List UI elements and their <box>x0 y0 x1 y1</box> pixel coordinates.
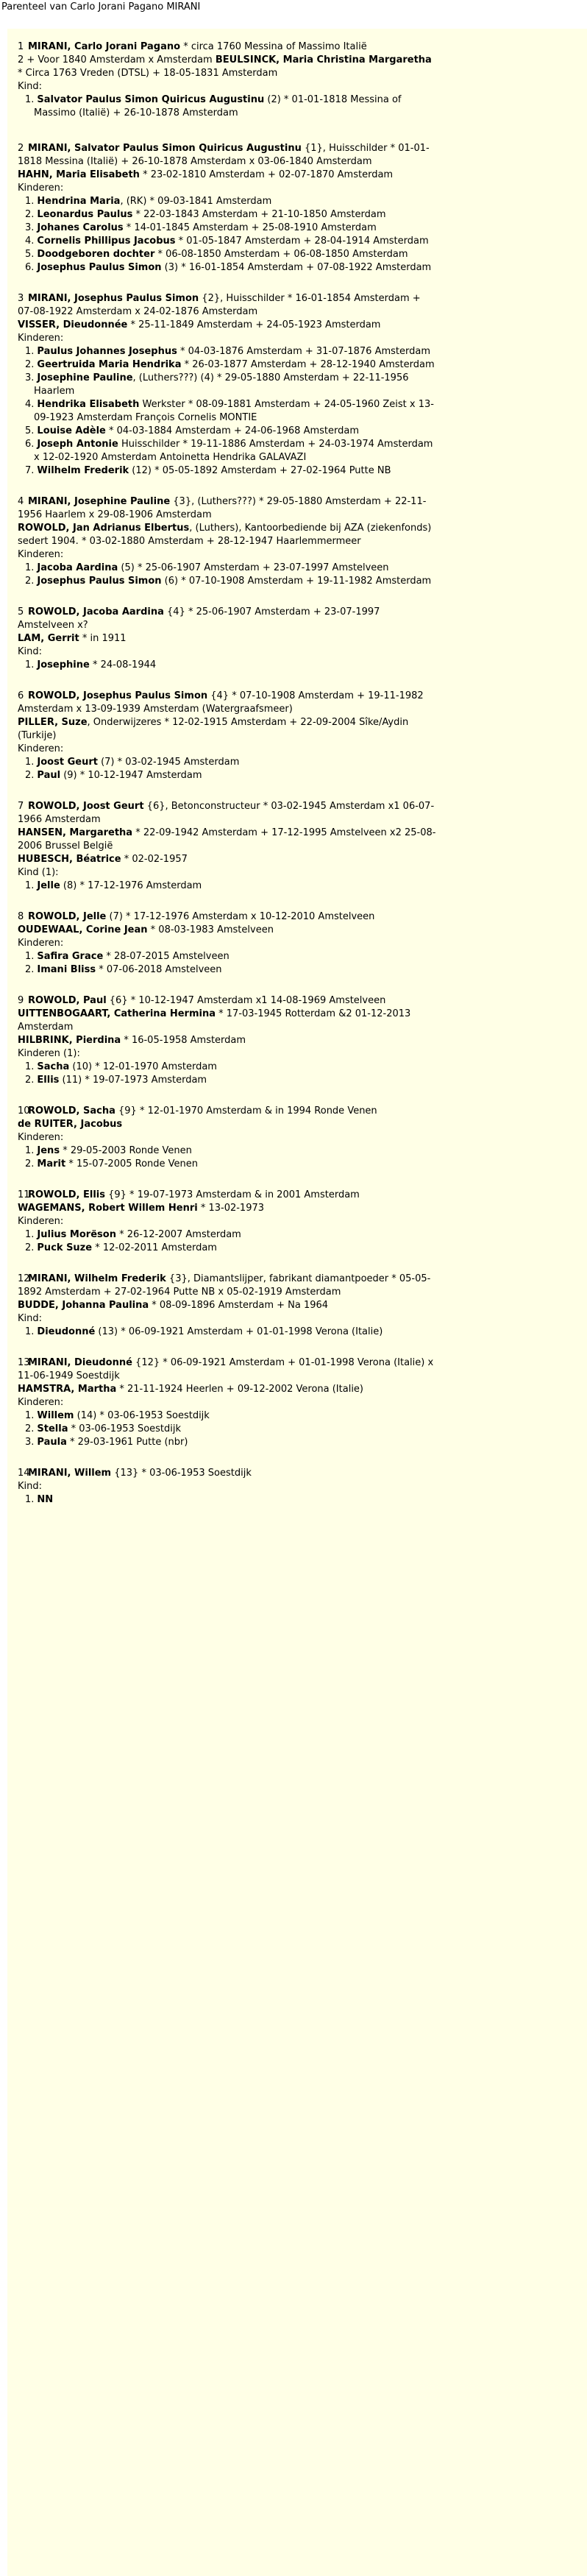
entry-list <box>7 29 587 1507</box>
spouse-details: , (Luthers), Kantoorbediende bij AZA (ziekenfonds) sedert 1904. * 03-02-1880 Amsterdam + 28-12-1947 Haarlemmermeer <box>18 523 432 547</box>
spouse-details: * 17-03-1945 Rotterdam &2 01-12-2013 Amsterdam <box>18 1008 411 1033</box>
child-details: (10) * 12-01-1970 Amsterdam <box>69 1061 217 1072</box>
spouse-details: * Circa 1763 Vreden (DTSL) + 18-05-1831 Amsterdam <box>18 68 278 79</box>
child-item <box>18 1493 437 1507</box>
line-text: Kinderen: <box>18 333 64 344</box>
child-details: * 29-05-2003 Ronde Venen <box>60 1145 192 1156</box>
child-details: (13) * 06-09-1921 Amsterdam + 01-01-1998 Verona (Italie) <box>95 1326 383 1337</box>
person-details: {1}, Huisschilder * 01-01-1818 Messina (Italië) + 26-10-1878 Amsterdam x 03-06-1840 Amsterdam <box>18 143 430 167</box>
entry-number: 4 <box>18 496 24 507</box>
child-item <box>18 659 437 672</box>
person-name: MIRANI, Willem <box>28 1468 112 1479</box>
child-details: Werkster * 08-09-1881 Amsterdam + 24-05-1960 Zeist x 13-09-1923 Amsterdam François Cornelis MONTIE <box>34 399 434 423</box>
child-details: (7) * 03-02-1945 Amsterdam <box>97 757 240 768</box>
child-number: 6. <box>25 262 35 273</box>
child-item <box>18 562 437 575</box>
child-number: 1. <box>25 1494 35 1505</box>
spouse-details: * 25-11-1849 Amsterdam + 24-05-1923 Amsterdam <box>127 319 381 330</box>
child-item <box>18 1326 437 1339</box>
child-name: Joseph Antonie <box>37 439 118 450</box>
entry-line <box>18 853 437 866</box>
entry-line <box>18 1047 437 1061</box>
child-number: 3. <box>25 222 35 233</box>
child-details: (12) * 05-05-1892 Amsterdam + 27-02-1964 Putte NB <box>129 465 391 476</box>
child-number: 2. <box>25 209 35 220</box>
child-number: 4. <box>25 236 35 247</box>
entry-line <box>18 1008 437 1034</box>
person-details: * circa 1760 Messina of Massimo Italië <box>180 41 367 52</box>
child-number: 2. <box>25 1158 35 1170</box>
child-number: 1. <box>25 880 35 891</box>
child-item <box>18 248 437 261</box>
child-name: Stella <box>37 1423 68 1434</box>
entry-number: 11 <box>18 1189 30 1200</box>
child-number: 2. <box>25 770 35 781</box>
line-text: Kind: <box>18 1313 43 1324</box>
line-text: Kinderen: <box>18 1132 64 1143</box>
child-details: * 29-03-1961 Putte (nbr) <box>66 1437 188 1448</box>
genealogy-entry <box>18 1105 437 1171</box>
child-item <box>18 1144 437 1158</box>
child-item <box>18 963 437 977</box>
children-list <box>18 1061 437 1087</box>
child-item <box>18 261 437 275</box>
children-list <box>18 195 437 275</box>
children-list <box>18 1493 437 1507</box>
spouse-details: * 21-11-1924 Heerlen + 09-12-2002 Verona (Italie) <box>116 1384 363 1395</box>
person-details: {3}, (Luthers???) * 29-05-1880 Amsterdam + 22-11-1956 Haarlem x 29-08-1906 Amsterdam <box>18 496 427 520</box>
page-title: Parenteel van Carlo Jorani Pagano MIRANI <box>1 1 201 13</box>
entry-line <box>18 1299 437 1312</box>
children-list <box>18 659 437 672</box>
entry-line <box>18 1396 437 1409</box>
entry-line <box>18 645 437 659</box>
child-name: Sacha <box>37 1061 70 1072</box>
entry-line <box>18 80 437 93</box>
spouse-name: BUDDE, Johanna Paulina <box>18 1300 149 1311</box>
child-details: (5) * 25-06-1907 Amsterdam + 23-07-1997 Amstelveen <box>118 562 389 573</box>
children-list <box>18 93 437 120</box>
child-details: Huisschilder * 19-11-1886 Amsterdam + 24-03-1974 Amsterdam x 12-02-1920 Amsterdam Antoinetta Hendrika GALAVAZI <box>34 439 433 463</box>
entry-number: 9 <box>18 995 24 1006</box>
entry-line <box>18 1480 437 1493</box>
child-name: Willem <box>37 1410 74 1421</box>
spouse-name: WAGEMANS, Robert Willem Henri <box>18 1203 198 1214</box>
child-item <box>18 1061 437 1074</box>
spouse-details: * 08-09-1896 Amsterdam + Na 1964 <box>149 1300 329 1311</box>
entry-number: 2 <box>18 143 24 154</box>
line-text: Kinderen: <box>18 938 64 949</box>
children-list <box>18 1144 437 1171</box>
genealogy-entry <box>18 1189 437 1255</box>
children-list <box>18 950 437 977</box>
child-name: Puck Suze <box>37 1242 93 1253</box>
spouse-details: * in 1911 <box>79 633 127 644</box>
genealogy-entry <box>18 606 437 672</box>
spouse-details: * 23-02-1810 Amsterdam + 02-07-1870 Amsterdam <box>139 169 394 180</box>
child-details: (6) * 07-10-1908 Amsterdam + 19-11-1982 Amsterdam <box>161 576 432 587</box>
entry-number: 8 <box>18 911 24 922</box>
child-item <box>18 756 437 769</box>
child-item <box>18 1228 437 1242</box>
genealogy-entry <box>18 292 437 478</box>
child-item <box>18 398 437 425</box>
line-text: Kinderen: <box>18 1216 64 1227</box>
child-details: (9) * 10-12-1947 Amsterdam <box>60 770 202 781</box>
person-details: {3}, Diamantslijper, fabrikant diamantpoeder * 05-05-1892 Amsterdam + 27-02-1964 Putte NB x 05-02-1919 Amsterdam <box>18 1273 431 1298</box>
child-name: Louise Adèle <box>37 425 106 436</box>
child-name: Wilhelm Frederik <box>37 465 129 476</box>
entry-line <box>18 332 437 345</box>
person-name: ROWOLD, Joost Geurt <box>28 801 144 812</box>
document-body <box>7 29 587 2576</box>
spouse-details: * 02-02-1957 <box>121 854 188 865</box>
line-text: Kinderen: <box>18 1397 64 1408</box>
line-text: Kind (1): <box>18 867 59 878</box>
child-number: 1. <box>25 659 35 670</box>
child-item <box>18 575 437 588</box>
child-item <box>18 880 437 893</box>
person-details: {2}, Huisschilder * 16-01-1854 Amsterdam + 07-08-1922 Amsterdam x 24-02-1876 Amsterdam <box>18 293 421 317</box>
spouse-details: * 08-03-1983 Amstelveen <box>147 924 274 935</box>
child-details: * 01-05-1847 Amsterdam + 28-04-1914 Amsterdam <box>175 236 429 247</box>
child-name: Paul <box>37 770 61 781</box>
spouse-name: PILLER, Suze <box>18 717 88 728</box>
person-name: MIRANI, Wilhelm Frederik <box>28 1273 166 1284</box>
child-name: Josephus Paulus Simon <box>37 576 162 587</box>
child-details: * 04-03-1876 Amsterdam + 31-07-1876 Amsterdam <box>177 346 430 357</box>
person-details: {13} * 03-06-1953 Soestdijk <box>111 1468 252 1479</box>
child-number: 1. <box>25 1229 35 1240</box>
genealogy-entry <box>18 910 437 977</box>
entry-line <box>18 924 437 937</box>
child-name: Leonardus Paulus <box>37 209 133 220</box>
child-number: 2. <box>25 964 35 975</box>
child-item <box>18 1423 437 1436</box>
entry-line <box>18 169 437 182</box>
child-details: * 12-02-2011 Amsterdam <box>92 1242 217 1253</box>
entry-line <box>18 1215 437 1228</box>
person-name: MIRANI, Dieudonné <box>28 1357 132 1368</box>
child-details: , (RK) * 09-03-1841 Amsterdam <box>120 196 272 207</box>
child-item <box>18 372 437 398</box>
child-name: NN <box>37 1494 54 1505</box>
person-name: MIRANI, Carlo Jorani Pagano <box>28 41 181 52</box>
entry-line <box>18 182 437 195</box>
line-text: Kind: <box>18 81 43 92</box>
child-number: 4. <box>25 399 35 410</box>
entry-line <box>18 743 437 756</box>
spouse-name: HANSEN, Margaretha <box>18 827 133 838</box>
person-name: ROWOLD, Jacoba Aardina <box>28 606 164 618</box>
child-name: Jelle <box>37 880 60 891</box>
child-number: 2. <box>25 576 35 587</box>
child-name: Cornelis Phillipus Jacobus <box>37 236 176 247</box>
child-name: Geertruida Maria Hendrika <box>37 359 182 370</box>
child-name: Johanes Carolus <box>37 222 124 233</box>
children-list <box>18 880 437 893</box>
child-number: 2. <box>25 359 35 370</box>
line-text: 2 + Voor 1840 Amsterdam x Amsterdam <box>18 54 216 66</box>
child-number: 1. <box>25 562 35 573</box>
child-name: Hendrika Elisabeth <box>37 399 140 410</box>
person-details: {12} * 06-09-1921 Amsterdam + 01-01-1998 Verona (Italie) x 11-06-1949 Soestdijk <box>18 1357 434 1381</box>
entry-line <box>18 716 437 743</box>
child-name: Hendrina Maria <box>37 196 121 207</box>
children-list <box>18 345 437 478</box>
child-number: 5. <box>25 249 35 260</box>
child-details: (3) * 16-01-1854 Amsterdam + 07-08-1922 Amsterdam <box>161 262 432 273</box>
child-number: 3. <box>25 372 35 383</box>
child-number: 1. <box>25 1061 35 1072</box>
person-details: {9} * 12-01-1970 Amsterdam & in 1994 Ronde Venen <box>115 1105 377 1117</box>
child-number: 1. <box>25 951 35 962</box>
line-text: Kind: <box>18 1481 43 1492</box>
child-name: Salvator Paulus Simon Quiricus Augustinu <box>37 94 265 105</box>
child-name: Jens <box>37 1145 60 1156</box>
child-number: 1. <box>25 94 35 105</box>
entry-line <box>18 1131 437 1144</box>
line-text: Kinderen: <box>18 743 64 754</box>
child-number: 2. <box>25 1423 35 1434</box>
spouse-details: * 22-09-1942 Amsterdam + 17-12-1995 Amstelveen x2 25-08-2006 Brussel België <box>18 827 436 852</box>
child-item <box>18 1409 437 1423</box>
spouse-name: HILBRINK, Pierdina <box>18 1035 121 1046</box>
entry-number: 14 <box>18 1468 30 1479</box>
genealogy-entry <box>18 1273 437 1339</box>
entry-line <box>18 548 437 562</box>
line-text: Kinderen: <box>18 183 64 194</box>
genealogy-entry <box>18 1467 437 1507</box>
child-item <box>18 345 437 358</box>
child-number: 1. <box>25 1145 35 1156</box>
child-name: Josephus Paulus Simon <box>37 262 162 273</box>
spouse-name: de RUITER, Jacobus <box>18 1119 123 1130</box>
child-item <box>18 769 437 782</box>
entry-line <box>18 1118 437 1131</box>
person-details: {9} * 19-07-1973 Amsterdam & in 2001 Amsterdam <box>104 1189 360 1200</box>
child-number: 2. <box>25 1075 35 1086</box>
child-item <box>18 1158 437 1171</box>
child-name: Paula <box>37 1437 67 1448</box>
children-list <box>18 756 437 782</box>
child-number: 1. <box>25 1410 35 1421</box>
entry-line <box>18 1034 437 1047</box>
line-text: Kind: <box>18 646 43 657</box>
child-name: Josephine Pauline <box>37 372 133 383</box>
genealogy-entry <box>18 1356 437 1449</box>
child-item <box>18 235 437 248</box>
child-name: Dieudonné <box>37 1326 96 1337</box>
child-number: 6. <box>25 439 35 450</box>
child-details: * 07-06-2018 Amstelveen <box>96 964 222 975</box>
child-item <box>18 1242 437 1255</box>
person-name: MIRANI, Salvator Paulus Simon Quiricus Augustinu <box>28 143 302 154</box>
entry-line <box>18 319 437 332</box>
child-item <box>18 464 437 478</box>
line-text: Kinderen (1): <box>18 1048 80 1059</box>
child-details: * 03-06-1953 Soestdijk <box>68 1423 182 1434</box>
person-name: ROWOLD, Sacha <box>28 1105 115 1117</box>
child-details: * 22-03-1843 Amsterdam + 21-10-1850 Amsterdam <box>132 209 386 220</box>
child-details: * 06-08-1850 Amsterdam + 06-08-1850 Amsterdam <box>154 249 408 260</box>
person-name: MIRANI, Josephus Paulus Simon <box>28 293 199 304</box>
entry-number: 7 <box>18 801 24 812</box>
entry-line <box>18 54 437 80</box>
child-details: * 24-08-1944 <box>89 659 157 670</box>
child-item <box>18 438 437 464</box>
child-number: 5. <box>25 425 35 436</box>
spouse-name: UITTENBOGAART, Catherina Hermina <box>18 1008 216 1019</box>
child-item <box>18 208 437 222</box>
entry-number: 12 <box>18 1273 30 1284</box>
child-number: 3. <box>25 1437 35 1448</box>
child-details: * 14-01-1845 Amsterdam + 25-08-1910 Amsterdam <box>123 222 377 233</box>
genealogy-entry <box>18 994 437 1087</box>
child-details: , (Luthers???) (4) * 29-05-1880 Amsterdam + 22-11-1956 Haarlem <box>34 372 409 397</box>
spouse-details: , Onderwijzeres * 12-02-1915 Amsterdam + 22-09-2004 Sîke/Aydin (Turkije) <box>18 717 409 741</box>
entry-number: 13 <box>18 1357 30 1368</box>
person-name: MIRANI, Josephine Pauline <box>28 496 171 507</box>
child-name: Marit <box>37 1158 66 1170</box>
spouse-name: OUDEWAAL, Corine Jean <box>18 924 148 935</box>
child-number: 1. <box>25 757 35 768</box>
entry-number: 6 <box>18 690 24 701</box>
children-list <box>18 1228 437 1255</box>
child-number: 1. <box>25 346 35 357</box>
entry-number: 10 <box>18 1105 30 1117</box>
spouse-details: * 13-02-1973 <box>197 1203 265 1214</box>
child-name: Paulus Johannes Josephus <box>37 346 177 357</box>
line-text: Kinderen: <box>18 549 64 560</box>
children-list <box>18 562 437 588</box>
person-name: ROWOLD, Paul <box>28 995 107 1006</box>
person-details: (7) * 17-12-1976 Amsterdam x 10-12-2010 Amstelveen <box>106 911 375 922</box>
child-item <box>18 222 437 235</box>
child-item <box>18 1074 437 1087</box>
child-details: * 15-07-2005 Ronde Venen <box>65 1158 199 1170</box>
child-name: Safira Grace <box>37 951 104 962</box>
child-details: (14) * 03-06-1953 Soestdijk <box>74 1410 210 1421</box>
child-details: (11) * 19-07-1973 Amsterdam <box>59 1075 207 1086</box>
genealogy-entry <box>18 800 437 893</box>
child-item <box>18 358 437 372</box>
entry-number: 1 <box>18 41 24 52</box>
child-details: * 26-12-2007 Amsterdam <box>115 1229 241 1240</box>
child-name: Josephine <box>37 659 90 670</box>
child-item <box>18 195 437 208</box>
spouse-name: HAHN, Maria Elisabeth <box>18 169 140 180</box>
person-name: ROWOLD, Jelle <box>28 911 107 922</box>
child-name: Doodgeboren dochter <box>37 249 155 260</box>
child-item <box>18 93 437 120</box>
spouse-details: * 16-05-1958 Amsterdam <box>121 1035 246 1046</box>
child-name: Imani Bliss <box>37 964 96 975</box>
child-details: * 26-03-1877 Amsterdam + 28-12-1940 Amsterdam <box>181 359 435 370</box>
child-name: Joost Geurt <box>37 757 98 768</box>
children-list <box>18 1409 437 1449</box>
child-details: (8) * 17-12-1976 Amsterdam <box>60 880 202 891</box>
child-details: * 04-03-1884 Amsterdam + 24-06-1968 Amsterdam <box>105 425 360 436</box>
child-number: 1. <box>25 196 35 207</box>
person-details: {4} * 25-06-1907 Amsterdam + 23-07-1997 Amstelveen x? <box>18 606 380 631</box>
entry-line <box>18 866 437 880</box>
child-details: (2) * 01-01-1818 Messina of Massimo (Italië) + 26-10-1878 Amsterdam <box>34 94 402 118</box>
spouse-name: HUBESCH, Béatrice <box>18 854 121 865</box>
person-name: ROWOLD, Ellis <box>28 1189 105 1200</box>
child-name: Julius Morëson <box>37 1229 116 1240</box>
entry-line <box>18 1312 437 1326</box>
spouse-name: ROWOLD, Jan Adrianus Elbertus <box>18 523 190 534</box>
genealogy-entry <box>18 40 437 120</box>
child-item <box>18 425 437 438</box>
entry-line <box>18 1383 437 1396</box>
entry-line <box>18 937 437 950</box>
spouse-name: BEULSINCK, Maria Christina Margaretha <box>215 54 432 66</box>
child-number: 1. <box>25 1326 35 1337</box>
person-name: ROWOLD, Josephus Paulus Simon <box>28 690 208 701</box>
entry-line <box>18 632 437 645</box>
child-name: Ellis <box>37 1075 60 1086</box>
person-details: {6}, Betonconstructeur * 03-02-1945 Amsterdam x1 06-07-1966 Amsterdam <box>18 801 435 825</box>
entry-line <box>18 827 437 853</box>
spouse-name: HAMSTRA, Martha <box>18 1384 117 1395</box>
spouse-name: LAM, Gerrit <box>18 633 79 644</box>
entry-number: 5 <box>18 606 24 618</box>
genealogy-entry <box>18 142 437 275</box>
children-list <box>18 1326 437 1339</box>
child-name: Jacoba Aardina <box>37 562 118 573</box>
entry-number: 3 <box>18 293 24 304</box>
child-item <box>18 950 437 963</box>
child-item <box>18 1436 437 1449</box>
person-details: {6} * 10-12-1947 Amsterdam x1 14-08-1969 Amstelveen <box>106 995 386 1006</box>
entry-line <box>18 1202 437 1215</box>
genealogy-entry <box>18 690 437 782</box>
child-number: 2. <box>25 1242 35 1253</box>
spouse-name: VISSER, Dieudonnée <box>18 319 128 330</box>
child-number: 7. <box>25 465 35 476</box>
genealogy-entry <box>18 495 437 588</box>
person-details: {4} * 07-10-1908 Amsterdam + 19-11-1982 Amsterdam x 13-09-1939 Amsterdam (Watergraafsmeer) <box>18 690 424 715</box>
child-details: * 28-07-2015 Amstelveen <box>103 951 230 962</box>
entry-line <box>18 522 437 548</box>
